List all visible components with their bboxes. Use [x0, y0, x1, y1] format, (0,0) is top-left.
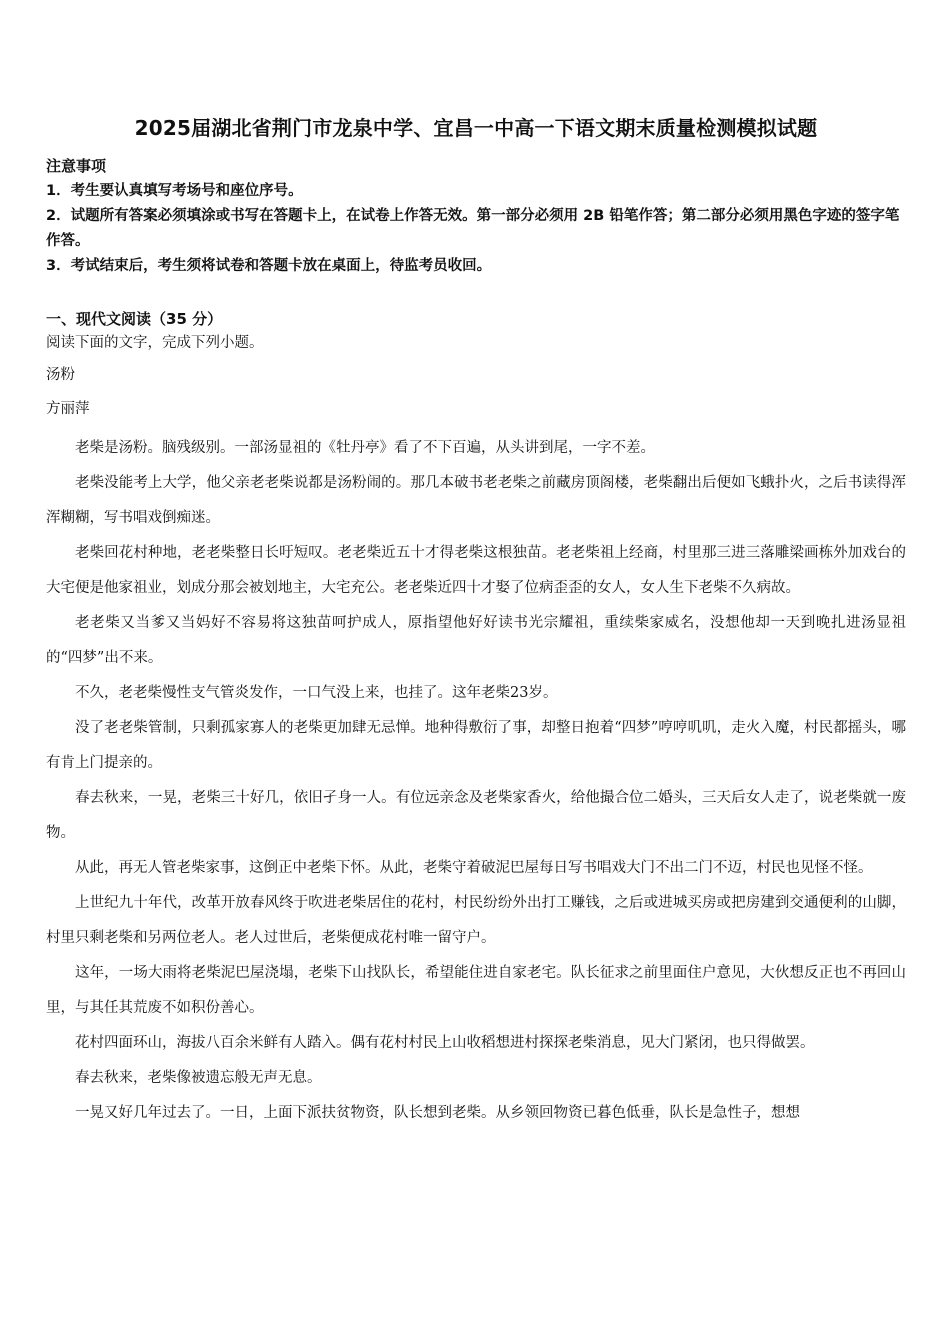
- paragraph: 春去秋来，老柴像被遗忘般无声无息。: [75, 1070, 322, 1086]
- paragraph: 不久，老老柴慢性支气管炎发作，一口气没上来，也挂了。这年老柴23岁。: [75, 685, 558, 701]
- notice-heading: 注意事项: [46, 157, 107, 175]
- section-instruction: 阅读下面的文字，完成下列小题。: [46, 335, 264, 351]
- article-author: 方丽萍: [46, 401, 90, 417]
- article-body: [46, 431, 906, 1131]
- article-title: 汤粉: [46, 367, 75, 383]
- paragraph: 春去秋来，一晃，老柴三十好几，依旧孑身一人。有位远亲念及老柴家香火，给他撮合位二婚头，三天后女人走了，说老柴就一废物。: [46, 790, 906, 841]
- paragraph: 一晃又好几年过去了。一日，上面下派扶贫物资，队长想到老柴。从乡领回物资已暮色低垂，队长是急性子，想想: [75, 1105, 800, 1121]
- section-heading: 一、现代文阅读（35 分）: [46, 310, 223, 328]
- notice-item-3: 3．考试结束后，考生须将试卷和答题卡放在桌面上，待监考员收回。: [46, 258, 492, 274]
- paragraph: 花村四面环山，海拔八百余米鲜有人踏入。偶有花村村民上山收稻想进村探探老柴消息，见大门紧闭，也只得做罢。: [75, 1035, 815, 1051]
- reading-section: [46, 307, 906, 1131]
- paragraph: 上世纪九十年代，改革开放春风终于吹进老柴居住的花村，村民纷纷外出打工赚钱，之后或进城买房或把房建到交通便利的山脚，村里只剩老柴和另两位老人。老人过世后，老柴便成花村唯一留守户。: [46, 895, 906, 946]
- paragraph: 这年，一场大雨将老柴泥巴屋浇塌，老柴下山找队长，希望能住进自家老宅。队长征求之前里面住户意见，大伙想反正也不再回山里，与其任其荒废不如积份善心。: [46, 965, 906, 1016]
- paragraph: 老老柴又当爹又当妈好不容易将这独苗呵护成人，原指望他好好读书光宗耀祖，重续柴家威名，没想他却一天到晚扎进汤显祖的“四梦”出不来。: [46, 615, 906, 666]
- paragraph: 从此，再无人管老柴家事，这倒正中老柴下怀。从此，老柴守着破泥巴屋每日写书唱戏大门不出二门不迈，村民也见怪不怪。: [75, 860, 873, 876]
- notice-item-2: 2．试题所有答案必须填涂或书写在答题卡上，在试卷上作答无效。第一部分必须用 2B 铅笔作答；第二部分必须用黑色字迹的签字笔作答。: [46, 208, 900, 249]
- paragraph: 老柴没能考上大学，他父亲老老柴说都是汤粉闹的。那几本破书老老柴之前藏房顶阁楼，老柴翻出后便如飞蛾扑火，之后书读得浑浑糊糊，写书唱戏倒痴迷。: [46, 475, 906, 526]
- exam-page: [46, 112, 906, 1131]
- paragraph: 没了老老柴管制，只剩孤家寡人的老柴更加肆无忌惮。地种得敷衍了事，却整日抱着“四梦”哼哼叽叽，走火入魔，村民都摇头，哪有肯上门提亲的。: [46, 720, 906, 771]
- paragraph: 老柴是汤粉。脑残级别。一部汤显祖的《牡丹亭》看了不下百遍，从头讲到尾，一字不差。: [75, 440, 655, 456]
- paragraph: 老柴回花村种地，老老柴整日长吁短叹。老老柴近五十才得老柴这根独苗。老老柴祖上经商，村里那三进三落雕梁画栋外加戏台的大宅便是他家祖业，划成分那会被划地主，大宅充公。老老柴近四十才娶了位病歪歪的女人，女人生下老柴不久病故。: [46, 545, 906, 596]
- notice-item-1: 1．考生要认真填写考场号和座位序号。: [46, 183, 303, 199]
- page-title: 2025届湖北省荆门市龙泉中学、宜昌一中高一下语文期末质量检测模拟试题: [134, 116, 818, 140]
- notice-block: [46, 153, 906, 279]
